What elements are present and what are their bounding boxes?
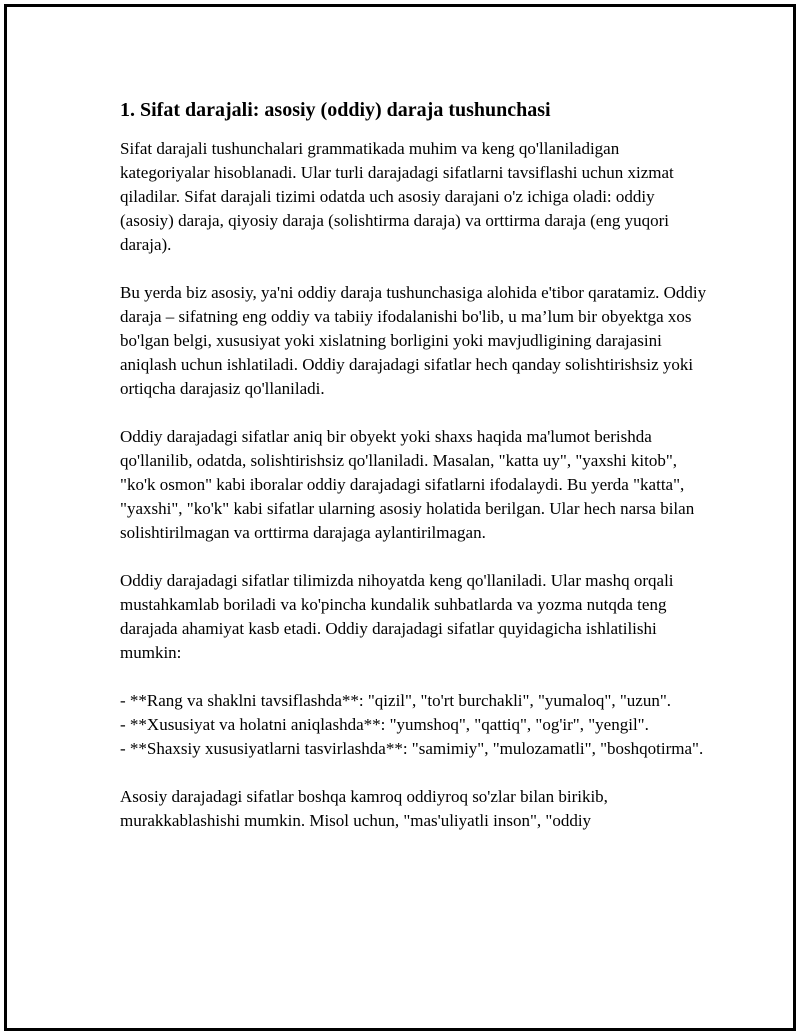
document-content — [120, 97, 710, 857]
section-heading: 1. Sifat darajali: asosiy (oddiy) daraja tushunchasi — [120, 99, 551, 121]
paragraph-2: Bu yerda biz asosiy, ya'ni oddiy daraja tushunchasiga alohida e'tibor qaratamiz. Oddiy daraja – sifatning eng oddiy va tabiiy ifodalanishi bo'lib, u ma’lum bir obyektga xos bo'lgan belgi, xususiyat yoki xislatning borligini yoki mavjudligining darajasini aniqlash uchun ishlatiladi. Oddiy darajadagi sifatlar hech qanday solishtirishsiz yoki ortiqcha darajasiz qo'llaniladi. — [120, 283, 707, 398]
list-item: - **Shaxsiy xususiyatlarni tasvirlashda**: "samimiy", "mulozamatli", "boshqotirma". — [120, 739, 704, 758]
paragraph-3: Oddiy darajadagi sifatlar aniq bir obyekt yoki shaxs haqida ma'lumot berishda qo'llanilib, odatda, solishtirishsiz qo'llaniladi. Masalan, "katta uy", "yaxshi kitob", "ko'k osmon" kabi iboralar oddiy darajadagi sifatlarni ifodalaydi. Bu yerda "katta", "yaxshi", "ko'k" kabi sifatlar ularning asosiy holatida berilgan. Ular hech narsa bilan solishtirilmagan va orttirma darajaga aylantirilmagan. — [120, 427, 695, 542]
page-frame — [4, 4, 796, 1031]
list-item: - **Rang va shaklni tavsiflashda**: "qizil", "to'rt burchakli", "yumaloq", "uzun". — [120, 691, 672, 710]
paragraph-4: Oddiy darajadagi sifatlar tilimizda nihoyatda keng qo'llaniladi. Ular mashq orqali mustahkamlab boriladi va ko'pincha kundalik suhbatlarda va yozma nutqda teng darajada ahamiyat kasb etadi. Oddiy darajadagi sifatlar quyidagicha ishlatilishi mumkin: — [120, 571, 674, 662]
examples-list — [120, 689, 710, 761]
paragraph-5: Asosiy darajadagi sifatlar boshqa kamroq oddiyroq so'zlar bilan birikib, murakkablashishi mumkin. Misol uchun, "mas'uliyatli inson", "oddiy — [120, 787, 608, 830]
paragraph-1: Sifat darajali tushunchalari grammatikada muhim va keng qo'llaniladigan kategoriyalar hisoblanadi. Ular turli darajadagi sifatlarni tavsiflashi uchun xizmat qiladilar. Sifat darajali tizimi odatda uch asosiy darajani o'z ichiga oladi: oddiy (asosiy) daraja, qiyosiy daraja (solishtirma daraja) va orttirma daraja (eng yuqori daraja). — [120, 139, 674, 254]
list-item: - **Xususiyat va holatni aniqlashda**: "yumshoq", "qattiq", "og'ir", "yengil". — [120, 715, 649, 734]
